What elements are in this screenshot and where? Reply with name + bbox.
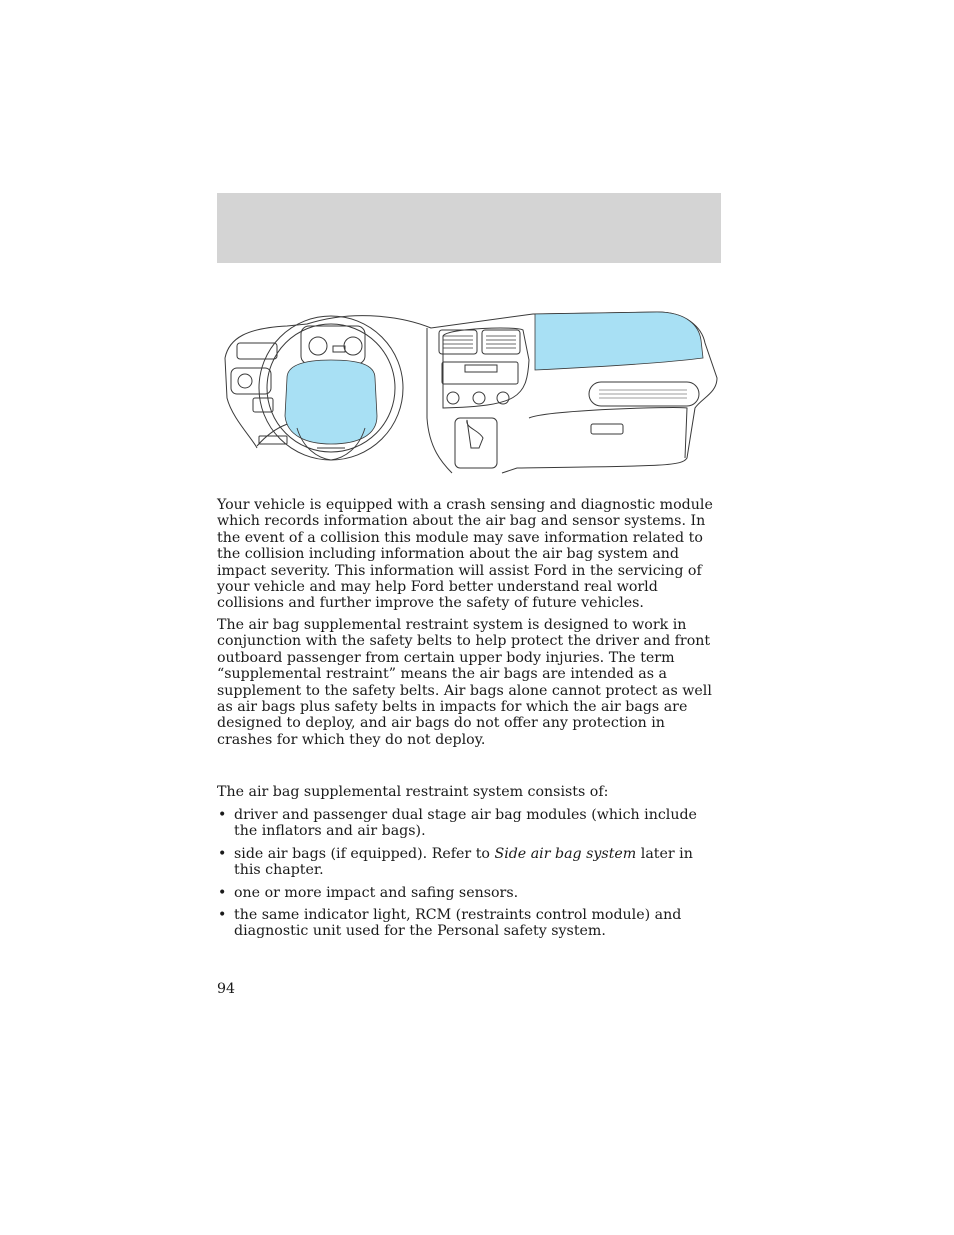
bullet-marker: •	[218, 807, 227, 823]
supplemental-restraint-paragraph: The air bag supplemental restraint system is designed to work in conjunction with the safety belts to help protect the driver and front outboard passenger from certain upper body injuries. The term “supplemental restraint” means the air bags are intended as a supplement to the safety belts. Air bags alone cannot protect as well as air bags plus safety belts in impacts for which the air bags are designed to deploy, and air bags do not offer any protection in crashes for which they do not deploy.	[217, 617, 712, 748]
side-air-bag-reference: Side air bag system	[494, 845, 637, 862]
list-item: • the same indicator light, RCM (restraints control module) and diagnostic unit used for the Personal safety system.	[218, 907, 682, 940]
system-consists-intro: The air bag supplemental restraint system consists of:	[217, 784, 609, 800]
list-item: • driver and passenger dual stage air bag modules (which include the inflators and air bags).	[218, 807, 697, 840]
section-header-band	[217, 193, 721, 263]
passenger-airbag-highlight	[535, 312, 703, 370]
driver-airbag-highlight	[285, 360, 377, 444]
bullet-marker: •	[218, 845, 227, 862]
bullet-marker: •	[218, 884, 227, 901]
bullet-marker: •	[218, 907, 227, 924]
list-item: • side air bags (if equipped). Refer to Side air bag system later in this chapter.	[218, 845, 693, 879]
list-item: • one or more impact and safing sensors.	[218, 884, 519, 901]
airbag-components-list	[217, 807, 721, 946]
page-number: 94	[217, 981, 236, 997]
dashboard-airbag-illustration	[217, 298, 721, 484]
crash-module-paragraph: Your vehicle is equipped with a crash sensing and diagnostic module which records information about the air bag and sensor systems. In the event of a collision this module may save information related to the collision including information about the air bag system and impact severity. This information will assist Ford in the servicing of your vehicle and may help Ford better understand real world collisions and further improve the safety of future vehicles.	[217, 497, 713, 612]
